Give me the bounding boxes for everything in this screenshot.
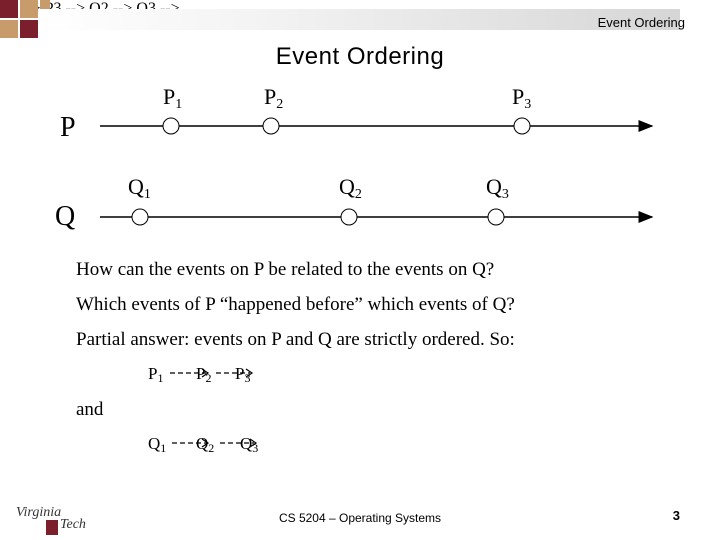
q2-label: $Q_2$: [339, 174, 362, 202]
slide-title: Event Ordering: [275, 43, 445, 70]
process-p-label: P: [60, 112, 76, 143]
happened-before-arrows-p: [148, 364, 278, 390]
body-and: and: [76, 399, 104, 420]
p1-label: $P_1$: [163, 84, 183, 112]
order-q2: $Q_2$: [196, 434, 215, 455]
order-p3: $P_3$: [235, 364, 251, 385]
q-ordering-chain: [148, 434, 278, 460]
q3-label: $Q_3$: [486, 174, 509, 202]
footer-course: CS 5204 – Operating Systems: [278, 511, 442, 525]
p3-label: $P_3$: [512, 84, 532, 112]
page-number: 3: [672, 508, 680, 523]
p3-event-dot: [514, 118, 530, 134]
order-q1: $Q_1$: [148, 434, 167, 455]
logo-text-top: Virginia: [16, 505, 62, 520]
q1-event-dot: [132, 209, 148, 225]
body-partial-answer: Partial answer: events on P and Q are strictly ordered. So:: [76, 329, 515, 350]
q1-label: $Q_1$: [128, 174, 151, 202]
order-p2: $P_2$: [196, 364, 212, 385]
process-q-label: Q: [55, 201, 76, 232]
p1-event-dot: [163, 118, 179, 134]
body-question-1: How can the events on P be related to the events on Q?: [76, 259, 495, 280]
logo-text-bottom: Tech: [60, 517, 86, 532]
q3-event-dot: [488, 209, 504, 225]
order-q3: $Q_3$: [240, 434, 259, 455]
body-question-2: Which events of P “happened before” which events of Q?: [76, 294, 515, 315]
header-text: Event Ordering: [597, 15, 685, 30]
p-ordering-chain: [148, 364, 278, 390]
p2-label: $P_2$: [264, 84, 284, 112]
event-diagram: [0, 0, 720, 250]
order-p1: $P_1$: [148, 364, 164, 385]
p2-event-dot: [263, 118, 279, 134]
q2-event-dot: [341, 209, 357, 225]
happened-before-arrows-q: [148, 434, 278, 460]
